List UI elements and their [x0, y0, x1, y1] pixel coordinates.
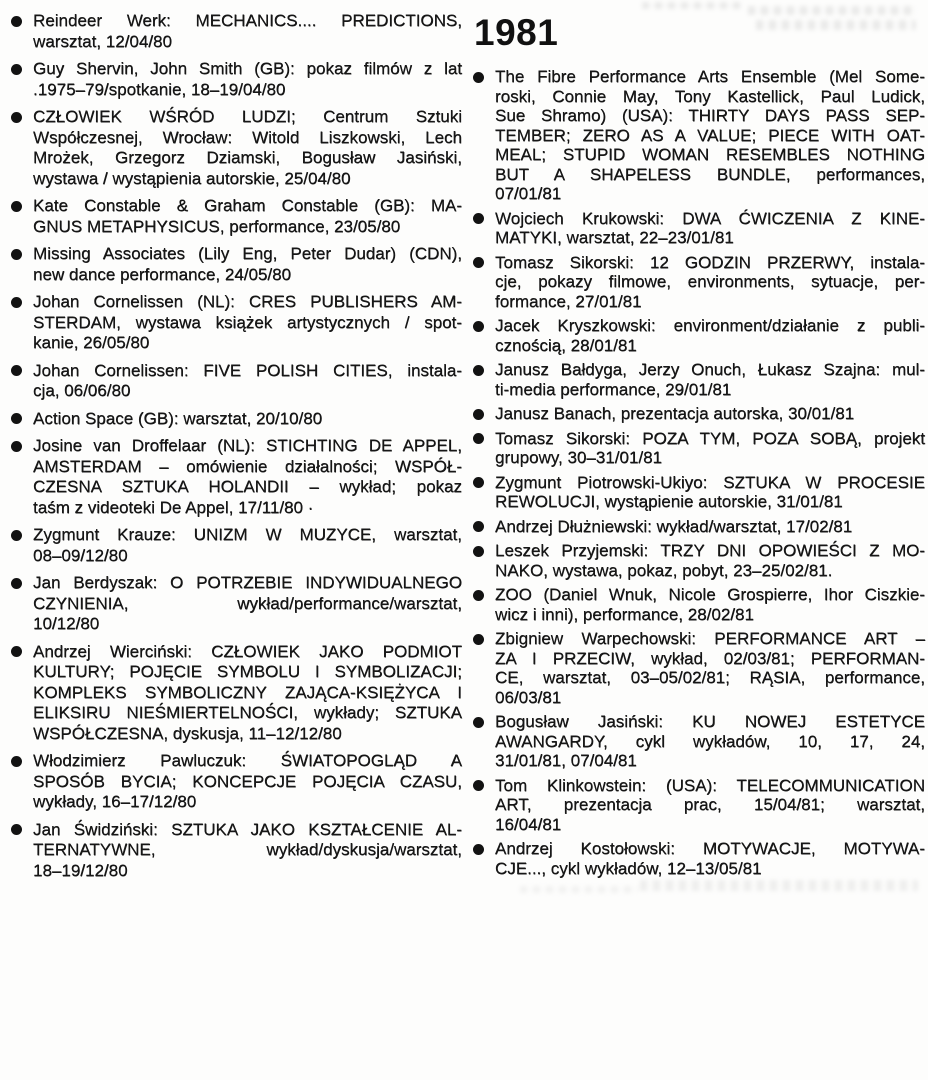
- event-text-line: 10/12/80: [33, 614, 100, 633]
- event-text-line: KULTURY; POJĘCIE SYMBOLU I SYMBOLIZACJI;: [33, 662, 462, 681]
- event-text-line: TERNATYWNE, wykład/dyskusja/warsztat,: [33, 840, 462, 859]
- event-text-line: Bogusław Jasiński: KU NOWEJ ESTETYCE: [495, 712, 925, 731]
- event-text-line: Jan Berdyszak: O POTRZEBIE INDYWIDUALNEGO: [33, 573, 462, 592]
- bullet-icon: [11, 756, 22, 767]
- bullet-icon: [473, 477, 484, 488]
- bullet-icon: [11, 249, 22, 260]
- event-list-item: [10, 11, 462, 52]
- event-text-line: TEMBER; ZERO AS A VALUE; PIECE WITH OAT-: [495, 125, 925, 145]
- event-text-line: 16/04/81: [495, 814, 562, 834]
- event-text-line: Włodzimierz Pawluczuk: ŚWIATOPOGLĄD A: [33, 751, 462, 770]
- event-text-line: warsztat, 12/04/80: [33, 31, 172, 51]
- bullet-icon: [473, 717, 484, 728]
- bullet-icon: [473, 257, 484, 268]
- event-text-line: NAKO, wystawa, pokaz, pobyt, 23–25/02/81.: [495, 560, 833, 580]
- event-text-line: new dance performance, 24/05/80: [33, 264, 292, 284]
- event-list-item: [472, 776, 925, 835]
- event-list-item: [10, 244, 462, 285]
- event-text-line: CE, warsztat, 03–05/02/81; RĄSIA, performance,: [495, 668, 925, 687]
- event-text-line: wystawa / wystąpienia autorskie, 25/04/80: [33, 168, 351, 188]
- event-list-item: [472, 839, 925, 878]
- event-text-line: .1975–79/spotkanie, 18–19/04/80: [33, 79, 286, 99]
- event-list-item: [472, 360, 925, 399]
- event-text-line: Zbigniew Warpechowski: PERFORMANCE ART –: [495, 629, 925, 648]
- bullet-icon: [11, 365, 22, 376]
- bullet-icon: [11, 530, 22, 541]
- event-text-line: wicz i inni), performance, 28/02/81: [495, 604, 754, 624]
- event-text-line: CZESNA SZTUKA HOLANDII – wykład; pokaz: [33, 477, 462, 496]
- event-text-line: AWANGARDY, cykl wykładów, 10, 17, 24,: [495, 731, 925, 751]
- event-list-item: [10, 820, 462, 882]
- event-text-line: Andrzej Dłużniewski: wykład/warsztat, 17/02/81: [495, 516, 853, 536]
- bullet-icon: [473, 409, 484, 420]
- event-text-line: formance, 27/01/81: [495, 291, 642, 311]
- events-column-1981: [472, 12, 925, 883]
- event-list-item: [10, 59, 462, 100]
- bleed-through-artifact: [642, 2, 742, 9]
- event-text-line: ELIKSIRU NIEŚMIERTELNOŚCI, wykłady; SZTUKA: [33, 703, 462, 722]
- event-text-line: BUT A SHAPELESS BUNDLE, performances,: [495, 164, 925, 184]
- event-text-line: AMSTERDAM – omówienie działalności; WSPÓŁ-: [33, 456, 462, 476]
- bullet-icon: [473, 72, 484, 83]
- event-list-item: [10, 196, 462, 237]
- event-text-line: ti-media performance, 29/01/81: [495, 379, 732, 399]
- event-text-line: Współczesnej, Wrocław: Witold Liszkowski, Lech: [33, 127, 462, 147]
- bullet-icon: [11, 16, 22, 27]
- bleed-through-artifact: [520, 886, 638, 893]
- event-text-line: wykłady, 16–17/12/80: [33, 792, 197, 811]
- event-text-line: Reindeer Werk: MECHANICS.... PREDICTIONS,: [33, 11, 462, 30]
- event-text-line: Leszek Przyjemski: TRZY DNI OPOWIEŚCI Z MO-: [495, 541, 925, 560]
- event-text-line: 06/03/81: [495, 687, 562, 707]
- event-text-line: Tomasz Sikorski: POZA TYM, POZA SOBĄ, projekt: [495, 428, 925, 448]
- event-text-line: ART, prezentacja prac, 15/04/81; warsztat,: [495, 795, 925, 814]
- bullet-icon: [473, 213, 484, 224]
- event-list-item: [10, 525, 462, 566]
- event-text-line: 18–19/12/80: [33, 860, 128, 880]
- event-text-line: MEAL; STUPID WOMAN RESEMBLES NOTHING: [495, 145, 925, 164]
- event-text-line: cje, pokazy filmowe, environments, sytuacje, per-: [495, 272, 925, 291]
- event-text-line: cznością, 28/01/81: [495, 335, 637, 355]
- bullet-icon: [11, 578, 22, 589]
- event-list-item: [472, 316, 925, 355]
- event-list-item: [10, 292, 462, 354]
- event-text-line: cja, 06/06/80: [33, 381, 131, 400]
- event-text-line: Action Space (GB): warsztat, 20/10/80: [33, 408, 323, 428]
- event-list-item: [472, 67, 925, 204]
- event-text-line: Jan Świdziński: SZTUKA JAKO KSZTAŁCENIE AL-: [33, 819, 462, 839]
- bullet-icon: [473, 634, 484, 645]
- event-list-item: [472, 712, 925, 771]
- events-list-1981: [472, 67, 925, 878]
- event-text-line: Zygmunt Piotrowski-Ukiyo: SZTUKA W PROCESIE: [495, 472, 925, 492]
- event-list-item: [472, 585, 925, 624]
- event-list-item: [472, 209, 925, 248]
- event-text-line: ZA I PRZECIW, wykład, 02/03/81; PERFORMAN-: [495, 648, 925, 668]
- events-column-1980: [10, 11, 462, 888]
- bullet-icon: [11, 646, 22, 657]
- year-heading: 1981: [474, 12, 559, 53]
- event-text-line: grupowy, 30–31/01/81: [495, 448, 662, 467]
- event-text-line: CZYNIENIA, wykład/performance/warsztat,: [33, 593, 462, 613]
- event-list-item: [10, 409, 462, 430]
- event-text-line: CJE..., cykl wykładów, 12–13/05/81: [495, 858, 762, 878]
- event-text-line: Janusz Bałdyga, Jerzy Onuch, Łukasz Szajna: mul-: [495, 360, 925, 379]
- bullet-icon: [473, 433, 484, 444]
- event-list-item: [472, 541, 925, 580]
- bullet-icon: [473, 780, 484, 791]
- event-list-item: [472, 404, 925, 424]
- bullet-icon: [473, 844, 484, 855]
- event-list-item: [10, 361, 462, 402]
- event-text-line: Kate Constable & Graham Constable (GB): MA-: [33, 196, 462, 215]
- event-text-line: KOMPLEKS SYMBOLICZNY ZAJĄCA-KSIĘŻYCA I: [33, 682, 462, 702]
- bullet-icon: [473, 521, 484, 532]
- event-text-line: MATYKI, warsztat, 22–23/01/81: [495, 228, 734, 247]
- event-list-item: [10, 751, 462, 813]
- event-text-line: CZŁOWIEK WŚRÓD LUDZI; Centrum Sztuki: [33, 107, 462, 126]
- event-text-line: kanie, 26/05/80: [33, 333, 150, 352]
- event-text-line: Josine van Droffelaar (NL): STICHTING DE APPEL,: [33, 436, 462, 455]
- bullet-icon: [11, 413, 22, 424]
- bullet-icon: [11, 201, 22, 212]
- event-text-line: 08–09/12/80: [33, 545, 128, 565]
- event-text-line: GNUS METAPHYSICUS, performance, 23/05/80: [33, 216, 401, 236]
- event-text-line: Andrzej Kostołowski: MOTYWACJE, MOTYWA-: [495, 839, 925, 858]
- bullet-icon: [473, 365, 484, 376]
- event-list-item: [10, 107, 462, 189]
- event-text-line: WSPÓŁCZESNA, dyskusja, 11–12/12/80: [33, 723, 342, 743]
- event-text-line: Jacek Kryszkowski: environment/działanie z publi-: [495, 316, 925, 335]
- event-text-line: Guy Shervin, John Smith (GB): pokaz filmów z lat: [33, 59, 462, 78]
- event-text-line: SPOSÓB BYCIA; KONCEPCJE POJĘCIA CZASU,: [33, 771, 462, 791]
- event-list-item: [472, 429, 925, 468]
- bullet-icon: [11, 297, 22, 308]
- event-list-item: [10, 436, 462, 518]
- event-text-line: taśm z videoteki De Appel, 17/11/80 ·: [33, 497, 314, 517]
- event-text-line: 31/01/81, 07/04/81: [495, 751, 637, 770]
- bullet-icon: [473, 321, 484, 332]
- event-list-item: [472, 629, 925, 707]
- event-list-item: [472, 473, 925, 512]
- event-text-line: STERDAM, wystawa książek artystycznych / spot-: [33, 312, 462, 332]
- event-list-item: [472, 517, 925, 537]
- event-text-line: ZOO (Daniel Wnuk, Nicole Grospierre, Ihor Ciszkie-: [495, 585, 925, 604]
- bullet-icon: [11, 441, 22, 452]
- event-text-line: Johan Cornelissen (NL): CRES PUBLISHERS AM-: [33, 292, 462, 311]
- event-text-line: Missing Associates (Lily Eng, Peter Dudar) (CDN),: [33, 244, 462, 263]
- event-text-line: Andrzej Wierciński: CZŁOWIEK JAKO PODMIOT: [33, 641, 462, 661]
- event-text-line: Zygmunt Krauze: UNIZM W MUZYCE, warsztat,: [33, 525, 462, 544]
- event-text-line: Mrożek, Grzegorz Dziamski, Bogusław Jasiński,: [33, 148, 462, 167]
- bullet-icon: [11, 112, 22, 123]
- event-text-line: The Fibre Performance Arts Ensemble (Mel Some-: [495, 67, 925, 86]
- event-list-item: [10, 642, 462, 745]
- bullet-icon: [11, 824, 22, 835]
- event-list-item: [10, 573, 462, 635]
- event-list-item: [472, 253, 925, 312]
- event-text-line: Johan Cornelissen: FIVE POLISH CITIES, instala-: [33, 360, 462, 380]
- event-text-line: Sue Shramo) (USA): THIRTY DAYS PASS SEP-: [495, 106, 925, 125]
- bullet-icon: [11, 64, 22, 75]
- event-text-line: Tom Klinkowstein: (USA): TELECOMMUNICATION: [495, 775, 925, 795]
- bullet-icon: [473, 590, 484, 601]
- event-text-line: 07/01/81: [495, 184, 562, 203]
- event-text-line: Wojciech Krukowski: DWA ĆWICZENIA Z KINE-: [495, 208, 925, 228]
- event-text-line: Tomasz Sikorski: 12 GODZIN PRZERWY, instala-: [495, 252, 925, 272]
- bullet-icon: [473, 546, 484, 557]
- event-text-line: Janusz Banach, prezentacja autorska, 30/01/81: [495, 404, 855, 423]
- event-text-line: REWOLUCJI, wystąpienie autorskie, 31/01/81: [495, 492, 843, 511]
- event-text-line: roski, Connie May, Tony Kastellick, Paul Ludick,: [495, 86, 925, 106]
